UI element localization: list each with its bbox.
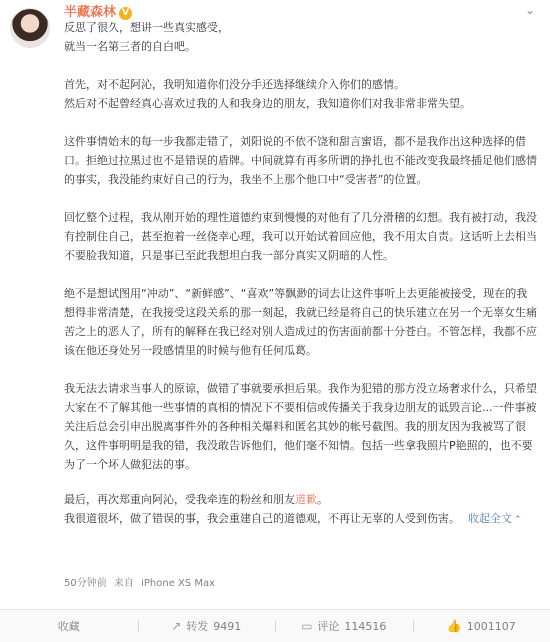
last-line-prefix: 最后，再次郑重向阿沁，受我牵连的粉丝和朋友 xyxy=(64,493,295,506)
last-line-suffix: 。 xyxy=(317,493,328,506)
action-bar xyxy=(0,609,550,642)
paragraph-2: 首先，对不起阿沁，我明知道你们没分手还选择继续介入你们的感情。 然后对不起曾经真心喜欢过我的人和我身边的朋友，我知道你们对我非常非常失望。 xyxy=(64,75,538,113)
chevron-down-icon[interactable]: ⌄ xyxy=(522,2,538,18)
timestamp[interactable]: 50分钟前 xyxy=(64,578,107,589)
favorite-button[interactable] xyxy=(0,610,138,642)
paragraph-6: 我无法去请求当事人的原谅，做错了事就要承担后果。我作为犯错的那方没立场奢求什么，只希望大家在不了解其他一些事情的真相的情况下不要相信或传播关于我身边朋友的诋毁言论...一件事被关注后总会引申出脱离事件外的各种相关爆料和匿名其妙的帐号截图。我的朋友因为我被骂了很久，这件事明明是我的错，我没敢告诉他们，他们毫不知情。包括一些拿我照片P艳照的，也不要为了一个坏人做犯法的事。 xyxy=(64,379,538,474)
paragraph-1: 反思了很久，想讲一些真实感受， 就当一名第三者的自白吧。 xyxy=(64,18,538,56)
post-meta xyxy=(64,577,219,591)
repost-label: 转发 xyxy=(186,618,208,634)
username-text: 半藏森林 xyxy=(64,5,116,20)
like-button[interactable] xyxy=(413,610,550,642)
favorite-label: 收藏 xyxy=(58,618,80,634)
source-prefix: 来自 xyxy=(114,578,134,589)
avatar[interactable] xyxy=(10,8,50,48)
comment-count: 114516 xyxy=(344,620,386,633)
collapse-label: 收起全文 xyxy=(468,512,512,525)
closing-line xyxy=(64,509,538,530)
collapse-link[interactable] xyxy=(468,512,522,525)
share-icon: ↗ xyxy=(171,619,181,633)
repost-button[interactable] xyxy=(138,610,276,642)
comment-icon: ▭ xyxy=(301,619,312,633)
paragraph-4: 回忆整个过程，我从刚开始的理性道德约束到慢慢的对他有了几分滑稽的幻想。我有被打动，我没有控制住自己，甚至抱着一丝侥幸心理，我可以开始试着回应他，我不用太自责。这话听上去相当不要脸我知道，只是事已至此我想坦白我一部分真实又阴暗的人性。 xyxy=(64,208,538,265)
vip-icon: V xyxy=(119,7,132,20)
closing-text: 我很道很坏，做了错误的事，我会重建自己的道德观，不再让无辜的人受到伤害。 xyxy=(64,512,460,525)
source-device: iPhone XS Max xyxy=(141,578,215,589)
comment-label: 评论 xyxy=(317,618,339,634)
chevron-up-icon: ⌃ xyxy=(514,515,522,525)
like-icon: 👍 xyxy=(447,619,462,633)
post-content xyxy=(64,18,538,530)
comment-button[interactable] xyxy=(275,610,413,642)
like-count: 1001107 xyxy=(467,620,516,633)
apology-link[interactable]: 道歉 xyxy=(295,493,317,506)
paragraph-3: 这件事情始末的每一步我都走错了，刘阳说的不依不饶和甜言蜜语，都不是我作出这种选择的借口。拒绝过拉黑过也不是错误的盾牌。中间就算有再多所谓的挣扎也不能改变我最终插足他们感情的事实，我没能约束好自己的行为，我坐不上那个他口中“受害者”的位置。 xyxy=(64,132,538,189)
paragraph-5: 绝不是想试图用“冲动”、“新鲜感”、“喜欢”等飘渺的词去让这件事听上去更能被接受，现在的我想得非常清楚，在我接受这段关系的那一刻起，我就已经是将自己的快乐建立在另一个无辜女生痛苦之上的恶人了，所有的解释在我已经对别人造成过的伤害面前都十分苍白。不管怎样，我都不应该在他还身处另一段感情里的时候与他有任何瓜葛。 xyxy=(64,284,538,360)
last-line xyxy=(64,490,538,509)
repost-count: 9491 xyxy=(213,620,241,633)
